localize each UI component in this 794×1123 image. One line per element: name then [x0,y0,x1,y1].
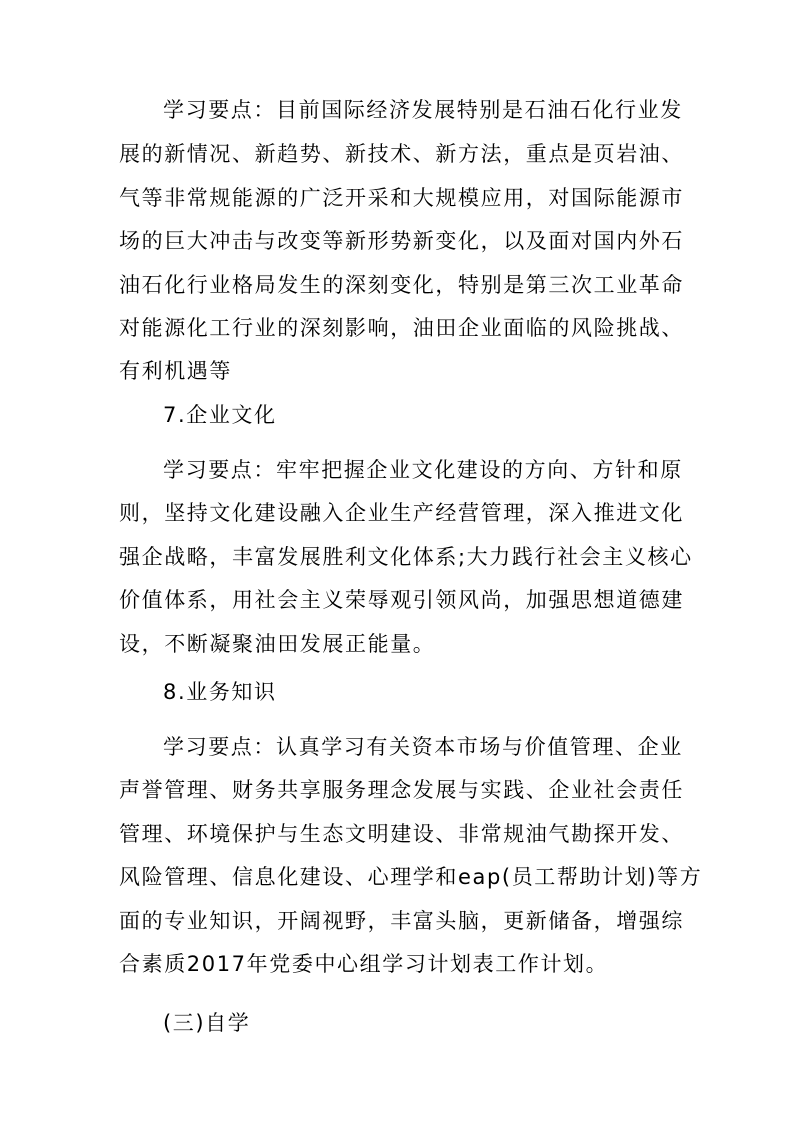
paragraph-line: 有利机遇等 [119,359,232,383]
paragraph-line: 价值体系，用社会主义荣辱观引领风尚，加强思想道德建 [119,588,684,612]
paragraph-line: 学习要点：目前国际经济发展特别是石油石化行业发 [163,98,683,122]
paragraph-line: 展的新情况、新趋势、新技术、新方法，重点是页岩油、 [119,142,684,166]
paragraph-line: 面的专业知识，开阔视野，丰富头脑，更新储备，增强综 [119,909,684,933]
paragraph-line: 声誉管理、财务共享服务理念发展与实践、企业社会责任 [119,778,684,802]
paragraph-line: 则，坚持文化建设融入企业生产经营管理，深入推进文化 [119,501,684,525]
paragraph-line: 管理、环境保护与生态文明建设、非常规油气勘探开发、 [119,822,684,846]
paragraph-line: 合素质2017年党委中心组学习计划表工作计划。 [119,952,609,976]
section-heading-7: 7.企业文化 [163,403,277,427]
section-heading-3: (三)自学 [163,1011,251,1035]
paragraph-line: 场的巨大冲击与改变等新形势新变化，以及面对国内外石 [119,229,684,253]
paragraph-line: 油石化行业格局发生的深刻变化，特别是第三次工业革命 [119,273,684,297]
paragraph-line: 风险管理、信息化建设、心理学和eap(员工帮助计划)等方 [119,865,703,889]
paragraph-line: 设，不断凝聚油田发展正能量。 [119,632,436,656]
paragraph-line: 学习要点：认真学习有关资本市场与价值管理、企业 [163,735,683,759]
paragraph-line: 气等非常规能源的广泛开采和大规模应用，对国际能源市 [119,186,684,210]
paragraph-line: 强企战略，丰富发展胜利文化体系;大力践行社会主义核心 [119,545,693,569]
section-heading-8: 8.业务知识 [163,680,277,704]
paragraph-line: 对能源化工行业的深刻影响，油田企业面临的风险挑战、 [119,316,684,340]
paragraph-line: 学习要点：牢牢把握企业文化建设的方向、方针和原 [163,458,683,482]
